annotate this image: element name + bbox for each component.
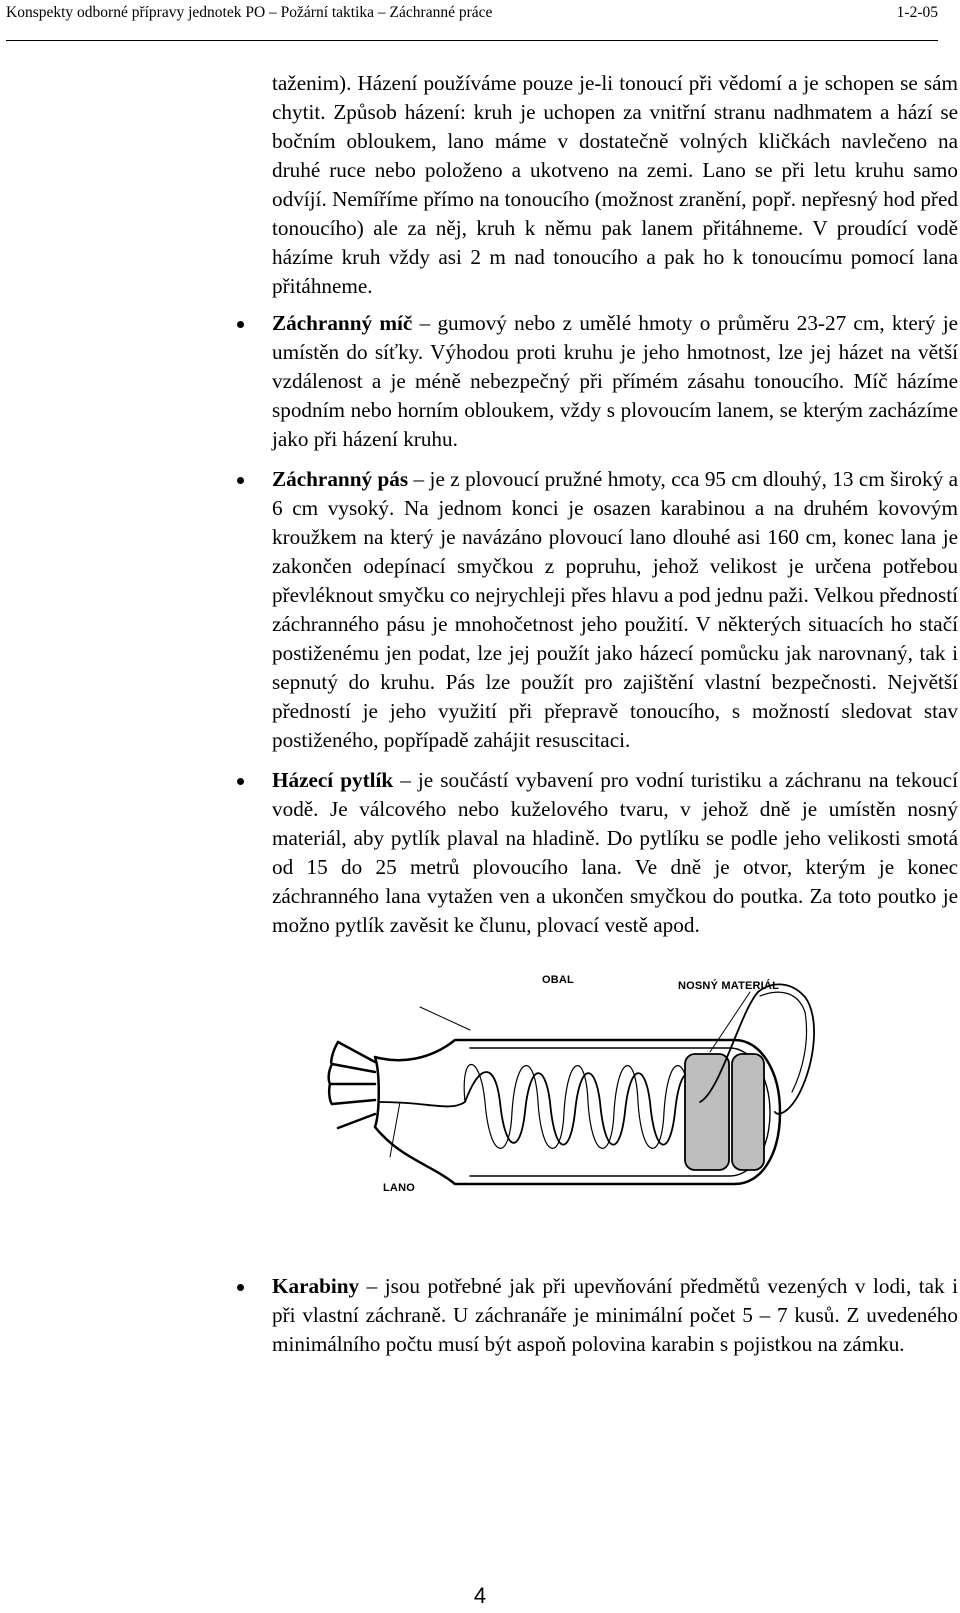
- document-body: [272, 69, 958, 1370]
- equipment-list-continued: [272, 1272, 958, 1359]
- throw-bag-illustration: [280, 952, 840, 1222]
- label-nosny-material: NOSNÝ MATERIÁL: [678, 980, 779, 992]
- item-term: Záchranný míč: [272, 311, 413, 335]
- label-obal: OBAL: [542, 974, 574, 986]
- list-item: [272, 766, 958, 940]
- item-term: Karabiny: [272, 1274, 360, 1298]
- item-text: – je součástí vybavení pro vodní turistiku a záchranu na tekoucí vodě. Je válcového nebo kuželového tvaru, v jehož dně je umístěn nosný materiál, aby pytlík plaval na hladině. Do pytlíku se podle jeho velikosti smotá od 15 do 25 metrů plovoucího lana. Ve dně je otvor, kterým je konec záchranného lana vytažen ven a ukončen smyčkou do poutka. Za toto poutko je možno pytlík zavěsit ke člunu, plovací vestě apod.: [272, 768, 958, 937]
- equipment-list: [272, 309, 958, 940]
- label-lano: LANO: [383, 1182, 415, 1194]
- item-text: – je z plovoucí pružné hmoty, cca 95 cm dlouhý, 13 cm široký a 6 cm vysoký. Na jednom konci je osazen karabinou a na druhém kovovým kroužkem na který je navázáno plovoucí lano dlouhé asi 160 cm, konec lana je zakončen odepínací smyčkou z popruhu, jehož velikost je určena potřebou převléknout smyčku co nejrychleji přes hlavu a pod jednu paži. Velkou předností záchranného pásu je mnohočetnost jeho použití. V některých situacích ho stačí postiženému jen podat, lze jej použít jako házecí pomůcku jak narovnaný, tak i sepnutý do kruhu. Pás lze použít pro zajištění vlastní bezpečnosti. Největší předností je jeho využití při přepravě tonoucího, s možností sledovat stav postiženého, popřípadě zahájit resuscitaci.: [272, 467, 959, 752]
- item-text: – jsou potřebné jak při upevňování předmětů vezených v lodi, tak i při vlastní záchraně. U záchranáře je minimální počet 5 – 7 kusů. Z uvedeného minimálního počtu musí být aspoň polovina karabin s pojistkou na zámku.: [272, 1274, 958, 1356]
- item-term: Házecí pytlík: [272, 768, 394, 792]
- list-item: [272, 465, 958, 755]
- page-header: [6, 0, 938, 41]
- continuation-paragraph: taženim). Házení používáme pouze je-li tonoucí při vědomí a je schopen se sám chytit. Způsob házení: kruh je uchopen za vnitřní stranu nadhmatem a hází se bočním obloukem, lano máme v dostatečně volných kličkách navlečeno na druhé ruce nebo položeno a ukotveno na zemi. Lano se při letu kruhu samo odvíjí. Nemíříme přímo na tonoucího (možnost zranění, popř. nepřesný hod před tonoucího) ale za něj, kruh k němu pak lanem přitáhneme. V proudící vodě házíme kruh vždy asi 2 m nad tonoucího a pak ho k tonoucímu pomocí lana přitáhneme.: [272, 71, 958, 298]
- page-number: 4: [473, 1583, 487, 1608]
- list-item: [272, 309, 958, 454]
- header-code: 1-2-05: [896, 4, 938, 21]
- header-title: Konspekty odborné přípravy jednotek PO – Požární taktika – Záchranné práce: [6, 4, 493, 21]
- list-item: [272, 1272, 958, 1359]
- item-text: – gumový nebo z umělé hmoty o průměru 23-27 cm, který je umístěn do síťky. Výhodou proti kruhu je jeho hmotnost, lze jej házet na větší vzdálenost a je méně nebezpečný při přímém zásahu tonoucího. Míč házíme spodním nebo horním obloukem, vždy s plovoucím lanem, se kterým zacházíme jako při házení kruhu.: [272, 311, 958, 451]
- item-term: Záchranný pás: [272, 467, 409, 491]
